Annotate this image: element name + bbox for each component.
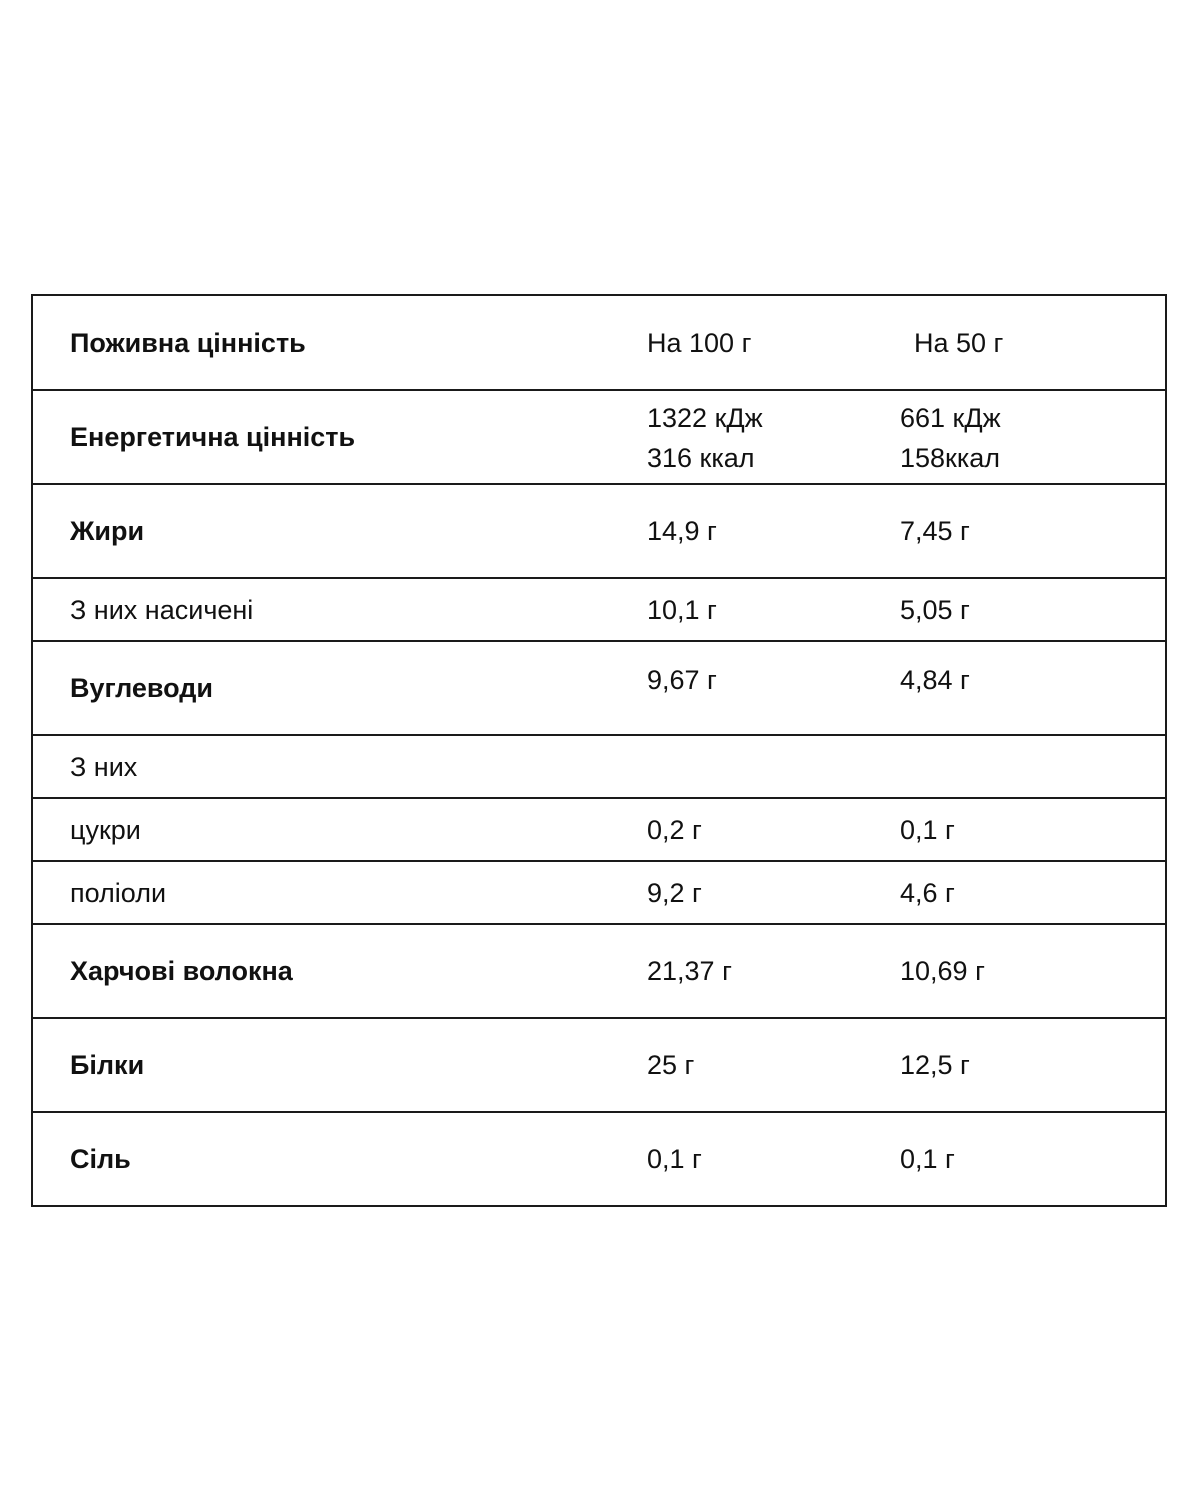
value-per50: 5,05 г	[900, 594, 970, 625]
value-per50: 12,5 г	[900, 1050, 970, 1080]
table-header-row	[33, 296, 1165, 389]
row-label: Білки	[70, 1050, 145, 1080]
value-per50: 7,45 г	[900, 516, 970, 546]
table-row-of-which	[33, 734, 1165, 797]
value-per50: 4,6 г	[900, 877, 955, 908]
row-label: Вуглеводи	[70, 673, 214, 703]
table-row-saturated	[33, 577, 1165, 640]
table-row-fat	[33, 483, 1165, 577]
column-header-per-100g: На 100 г	[647, 327, 752, 358]
value-per100: 0,2 г	[647, 814, 702, 845]
row-label: Сіль	[70, 1144, 131, 1174]
table-row-salt	[33, 1111, 1165, 1205]
table-row-fiber	[33, 923, 1165, 1017]
value-per50: 0,1 г	[900, 814, 955, 845]
value-per100: 25 г	[647, 1050, 695, 1080]
table-row-sugars	[33, 797, 1165, 860]
energy-per100-kcal: 316 ккал	[647, 443, 755, 473]
value-per100: 9,67 г	[647, 665, 717, 695]
value-per50: 4,84 г	[900, 665, 970, 695]
row-label: З них насичені	[70, 594, 254, 625]
row-label: Жири	[70, 516, 145, 546]
energy-per50-kcal: 158ккал	[900, 443, 1001, 473]
value-per50: 0,1 г	[900, 1144, 955, 1174]
table-row-protein	[33, 1017, 1165, 1111]
value-per100: 21,37 г	[647, 956, 732, 986]
row-label: цукри	[70, 814, 141, 845]
value-per50: 10,69 г	[900, 956, 985, 986]
table-row-energy	[33, 389, 1165, 483]
nutrition-table	[31, 294, 1167, 1207]
row-label: поліоли	[70, 877, 167, 908]
table-row-carbs	[33, 640, 1165, 734]
value-per100: 0,1 г	[647, 1144, 702, 1174]
row-label: З них	[70, 751, 138, 782]
column-header-per-50g: На 50 г	[914, 327, 1004, 358]
value-per100: 9,2 г	[647, 877, 702, 908]
row-label: Енергетична цінність	[70, 422, 356, 452]
energy-per100-kj: 1322 кДж	[647, 403, 763, 433]
value-per100: 10,1 г	[647, 594, 717, 625]
table-row-polyols	[33, 860, 1165, 923]
value-per100: 14,9 г	[647, 516, 717, 546]
table-title: Поживна цінність	[70, 327, 306, 358]
row-label: Харчові волокна	[70, 956, 293, 986]
energy-per50-kj: 661 кДж	[900, 403, 1001, 433]
